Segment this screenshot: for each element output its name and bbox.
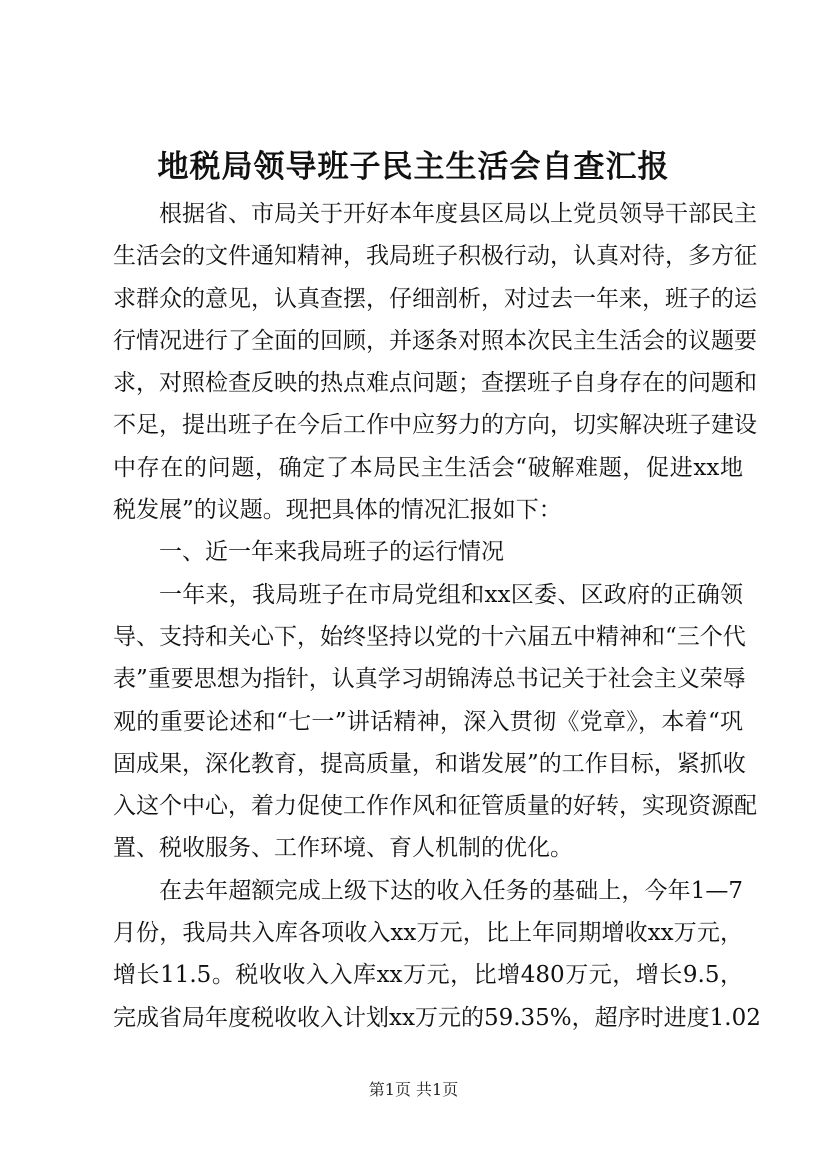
document-title: 地税局领导班子民主生活会自查汇报 — [157, 149, 670, 185]
text-line: 求，对照检查反映的热点难点问题；查摆班子自身存在的问题和 — [113, 370, 757, 397]
page-number: 第1页 共1页 — [368, 1080, 459, 1099]
text-line: 不足，提出班子在今后工作中应努力的方向，切实解决班子建设 — [113, 412, 757, 439]
section-heading: 一、近一年来我局班子的运行情况 — [159, 539, 504, 566]
text-line: 入这个中心，着力促使工作作风和征管质量的好转，实现资源配 — [113, 793, 757, 820]
text-line: 观的重要论述和“七一”讲话精神，深入贯彻《党章》，本着“巩 — [113, 708, 743, 735]
text-line: 生活会的文件通知精神，我局班子积极行动，认真对待，多方征 — [113, 243, 757, 270]
text-line: 月份，我局共入库各项收入xx万元，比上年同期增收xx万元， — [113, 920, 743, 947]
text-line: 表”重要思想为指针，认真学习胡锦涛总书记关于社会主义荣辱 — [113, 666, 746, 693]
text-line: 增长11.5。税收收入入库xx万元，比增480万元，增长9.5， — [113, 962, 743, 989]
text-line: 导、支持和关心下，始终坚持以党的十六届五中精神和“三个代 — [113, 623, 746, 650]
text-line: 根据省、市局关于开好本年度县区局以上党员领导干部民主 — [159, 201, 757, 227]
text-line: 在去年超额完成上级下达的收入任务的基础上，今年1—7 — [159, 877, 743, 904]
text-line: 一年来，我局班子在市局党组和xx区委、区政府的正确领 — [159, 581, 743, 608]
text-line: 行情况进行了全面的回顾，并逐条对照本次民主生活会的议题要 — [113, 327, 757, 354]
text-line: 完成省局年度税收收入计划xx万元的59.35%，超序时进度1.02 — [113, 1004, 761, 1031]
text-line: 置、税收服务、工作环境、育人机制的优化。 — [113, 835, 573, 862]
text-line: 中存在的问题，确定了本局民主生活会“破解难题，促进xx地 — [113, 454, 743, 481]
text-line: 求群众的意见，认真查摆，仔细剖析，对过去一年来，班子的运 — [113, 285, 757, 312]
document-body — [113, 193, 761, 1039]
text-line: 税发展”的议题。现把具体的情况汇报如下： — [113, 497, 562, 524]
text-line: 固成果，深化教育，提高质量，和谐发展”的工作目标，紧抓收 — [113, 750, 746, 777]
